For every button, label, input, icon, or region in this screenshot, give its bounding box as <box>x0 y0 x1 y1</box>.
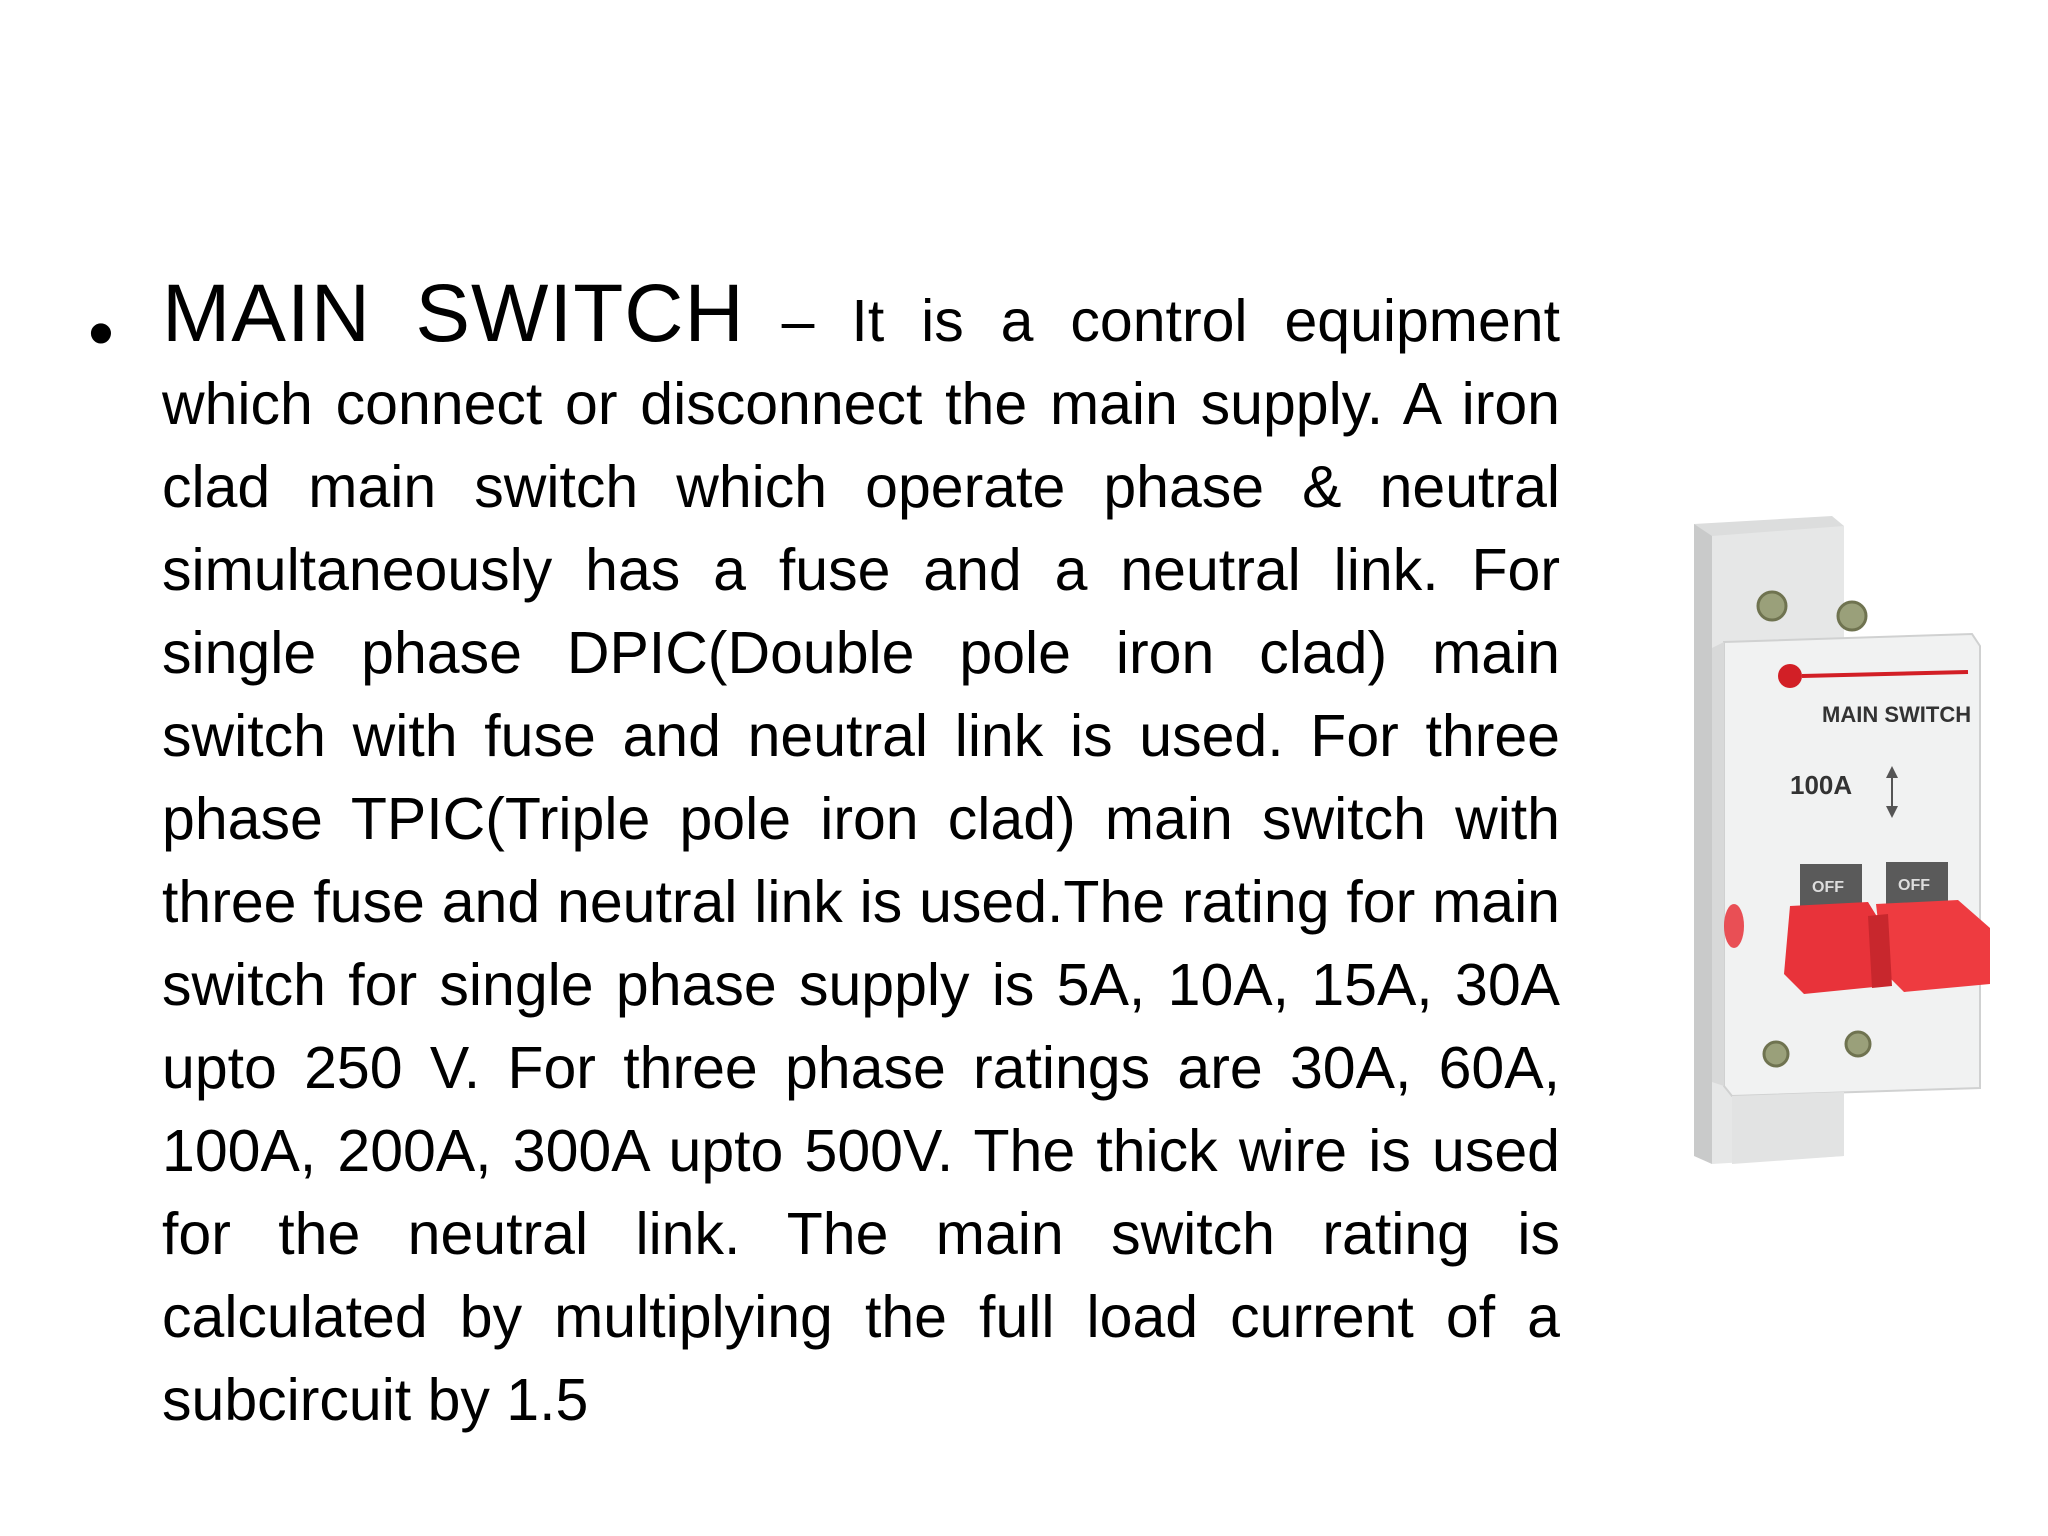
indicator-light <box>1778 664 1802 688</box>
switch-front-edge <box>1712 642 1724 1086</box>
bottom-screw-right <box>1846 1032 1870 1056</box>
top-screw-left <box>1758 592 1786 620</box>
main-switch-image <box>1672 516 2002 1164</box>
toggle-label-left: OFF <box>1812 879 1844 896</box>
body-text: It is a control equipment which connect or disconnect the main supply. A iron clad main switch which operate phase & neutral simultaneously has a fuse and a neutral link. For single phase DPIC(Double pole iron clad) main switch with fuse and neutral link is used. For three phase TPIC(Triple pole iron clad) main switch with three fuse and neutral link is used.The rating for main switch for single phase supply is 5A, 10A, 15A, 30A upto 250 V. For three phase ratings are 30A, 60A, 100A, 200A, 300A upto 500V. The thick wire is used for the neutral link. The main switch rating is calculated by multiplying the full load current of a subcircuit by 1.5 <box>162 288 1560 1433</box>
heading-dash: – <box>781 288 815 354</box>
section-heading: MAIN SWITCH <box>162 268 745 359</box>
bullet-paragraph <box>162 268 1560 1442</box>
bottom-screw-left <box>1764 1042 1788 1066</box>
toggle-right <box>1876 900 1990 992</box>
switch-label-title: MAIN SWITCH <box>1822 702 1972 727</box>
toggle-label-right: OFF <box>1898 877 1930 894</box>
toggle-left <box>1784 902 1884 994</box>
side-hole <box>1724 904 1744 948</box>
bullet-marker: • <box>88 291 114 374</box>
top-screw-right <box>1838 602 1866 630</box>
switch-label-rating: 100A <box>1790 770 1853 800</box>
switch-bottom-body <box>1732 1092 1844 1164</box>
switch-left-side <box>1694 524 1712 1164</box>
toggle-divider <box>1868 914 1892 988</box>
